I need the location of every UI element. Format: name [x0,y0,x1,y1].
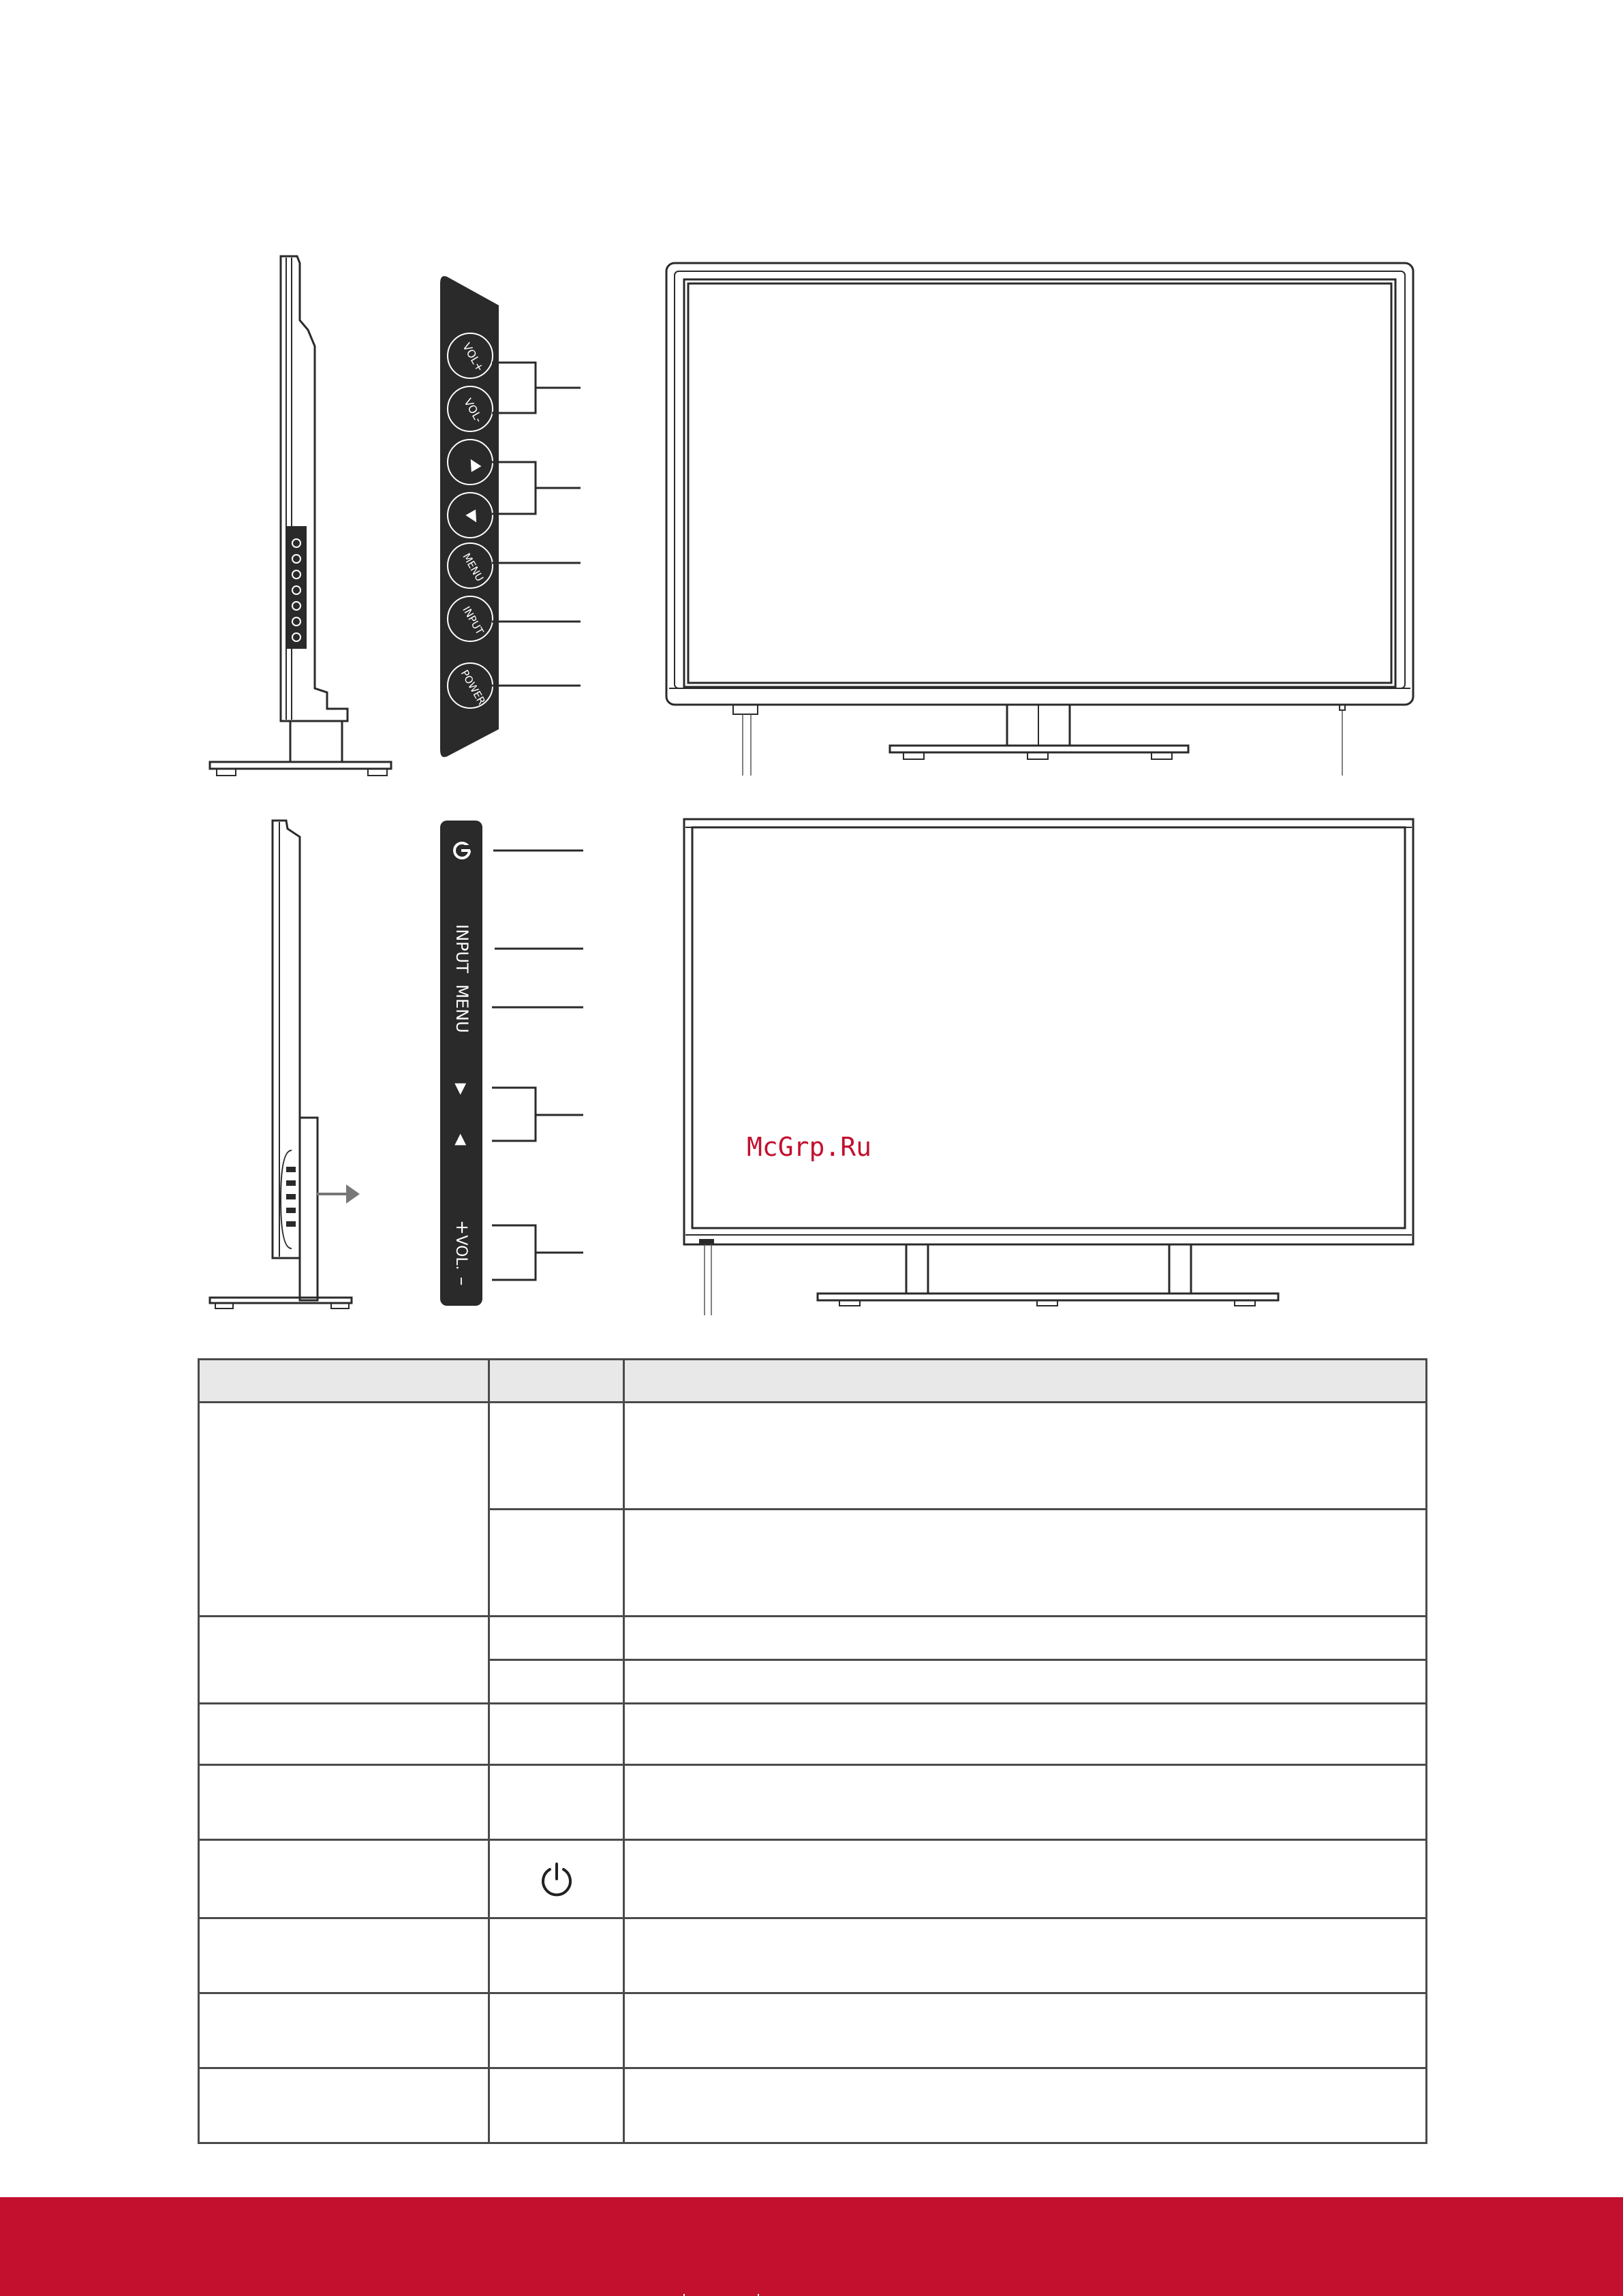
panel-input-label: INPUT [452,924,472,973]
table-row [199,1617,1427,1660]
panel-right-label: ▶ [452,1083,469,1095]
btn-label-2: VOL- [461,396,486,425]
table-cell [489,1765,624,1840]
table-cell [199,1617,489,1704]
table-cell [489,1403,624,1510]
table-cell [489,1617,624,1660]
table-cell [489,1660,624,1704]
table-cell [624,1765,1427,1840]
front-view-bottom [684,819,1413,1315]
table-cell [624,1403,1427,1510]
panel-menu-label: MENU [452,984,472,1033]
table-cell [489,1510,624,1617]
table-cell [489,1918,624,1993]
table-cell [624,1704,1427,1765]
spec-table [198,1358,1427,2144]
table-cell [624,1510,1427,1617]
table-cell [199,1918,489,1993]
table-cell [624,1840,1427,1918]
table-row [199,1918,1427,1993]
power-icon [538,1860,576,1898]
table-header-cell [199,1360,489,1403]
table-cell [624,1617,1427,1660]
btn-label-6: INPUT [460,604,486,637]
table-cell [624,1918,1427,1993]
table-row [199,1403,1427,1510]
table-cell [199,1765,489,1840]
table-cell-power [489,1840,624,1918]
table-cell [489,1704,624,1765]
table-header-cell [489,1360,624,1403]
btn-label-5: MENU [460,551,486,584]
watermark: McGrp.Ru [747,1132,872,1162]
table-row [199,1704,1427,1765]
btn-label-4: ▶ [463,508,484,527]
btn-label-7: POWER [458,667,489,707]
front-view-top [666,263,1413,776]
table-row [199,2068,1427,2143]
table-cell [624,2068,1427,2143]
panel-vol-label: VOL. [452,1235,469,1270]
btn-label-1: VOL+ [460,340,487,374]
panel-vol-minus-label: – [452,1276,472,1286]
table-cell [199,1403,489,1617]
table-cell [624,1993,1427,2068]
table-header-row [199,1360,1427,1403]
table-cell [199,1993,489,2068]
panel-left-label: ◀ [452,1133,469,1146]
table-row [199,1765,1427,1840]
btn-label-3: ◀ [463,455,484,474]
button-panel-top [440,276,581,757]
footer-band [0,2197,1623,2296]
table-cell [624,1660,1427,1704]
button-panel-bottom [440,821,583,1306]
side-view-top [210,256,391,776]
table-row [199,1840,1427,1918]
table-cell [199,1840,489,1918]
panel-vol-plus-label: + [452,1220,472,1235]
table-cell [199,2068,489,2143]
table-cell [489,2068,624,2143]
table-cell [489,1993,624,2068]
table-row [199,1993,1427,2068]
side-view-bottom [210,821,360,1308]
table-cell [199,1704,489,1765]
table-header-cell [624,1360,1427,1403]
